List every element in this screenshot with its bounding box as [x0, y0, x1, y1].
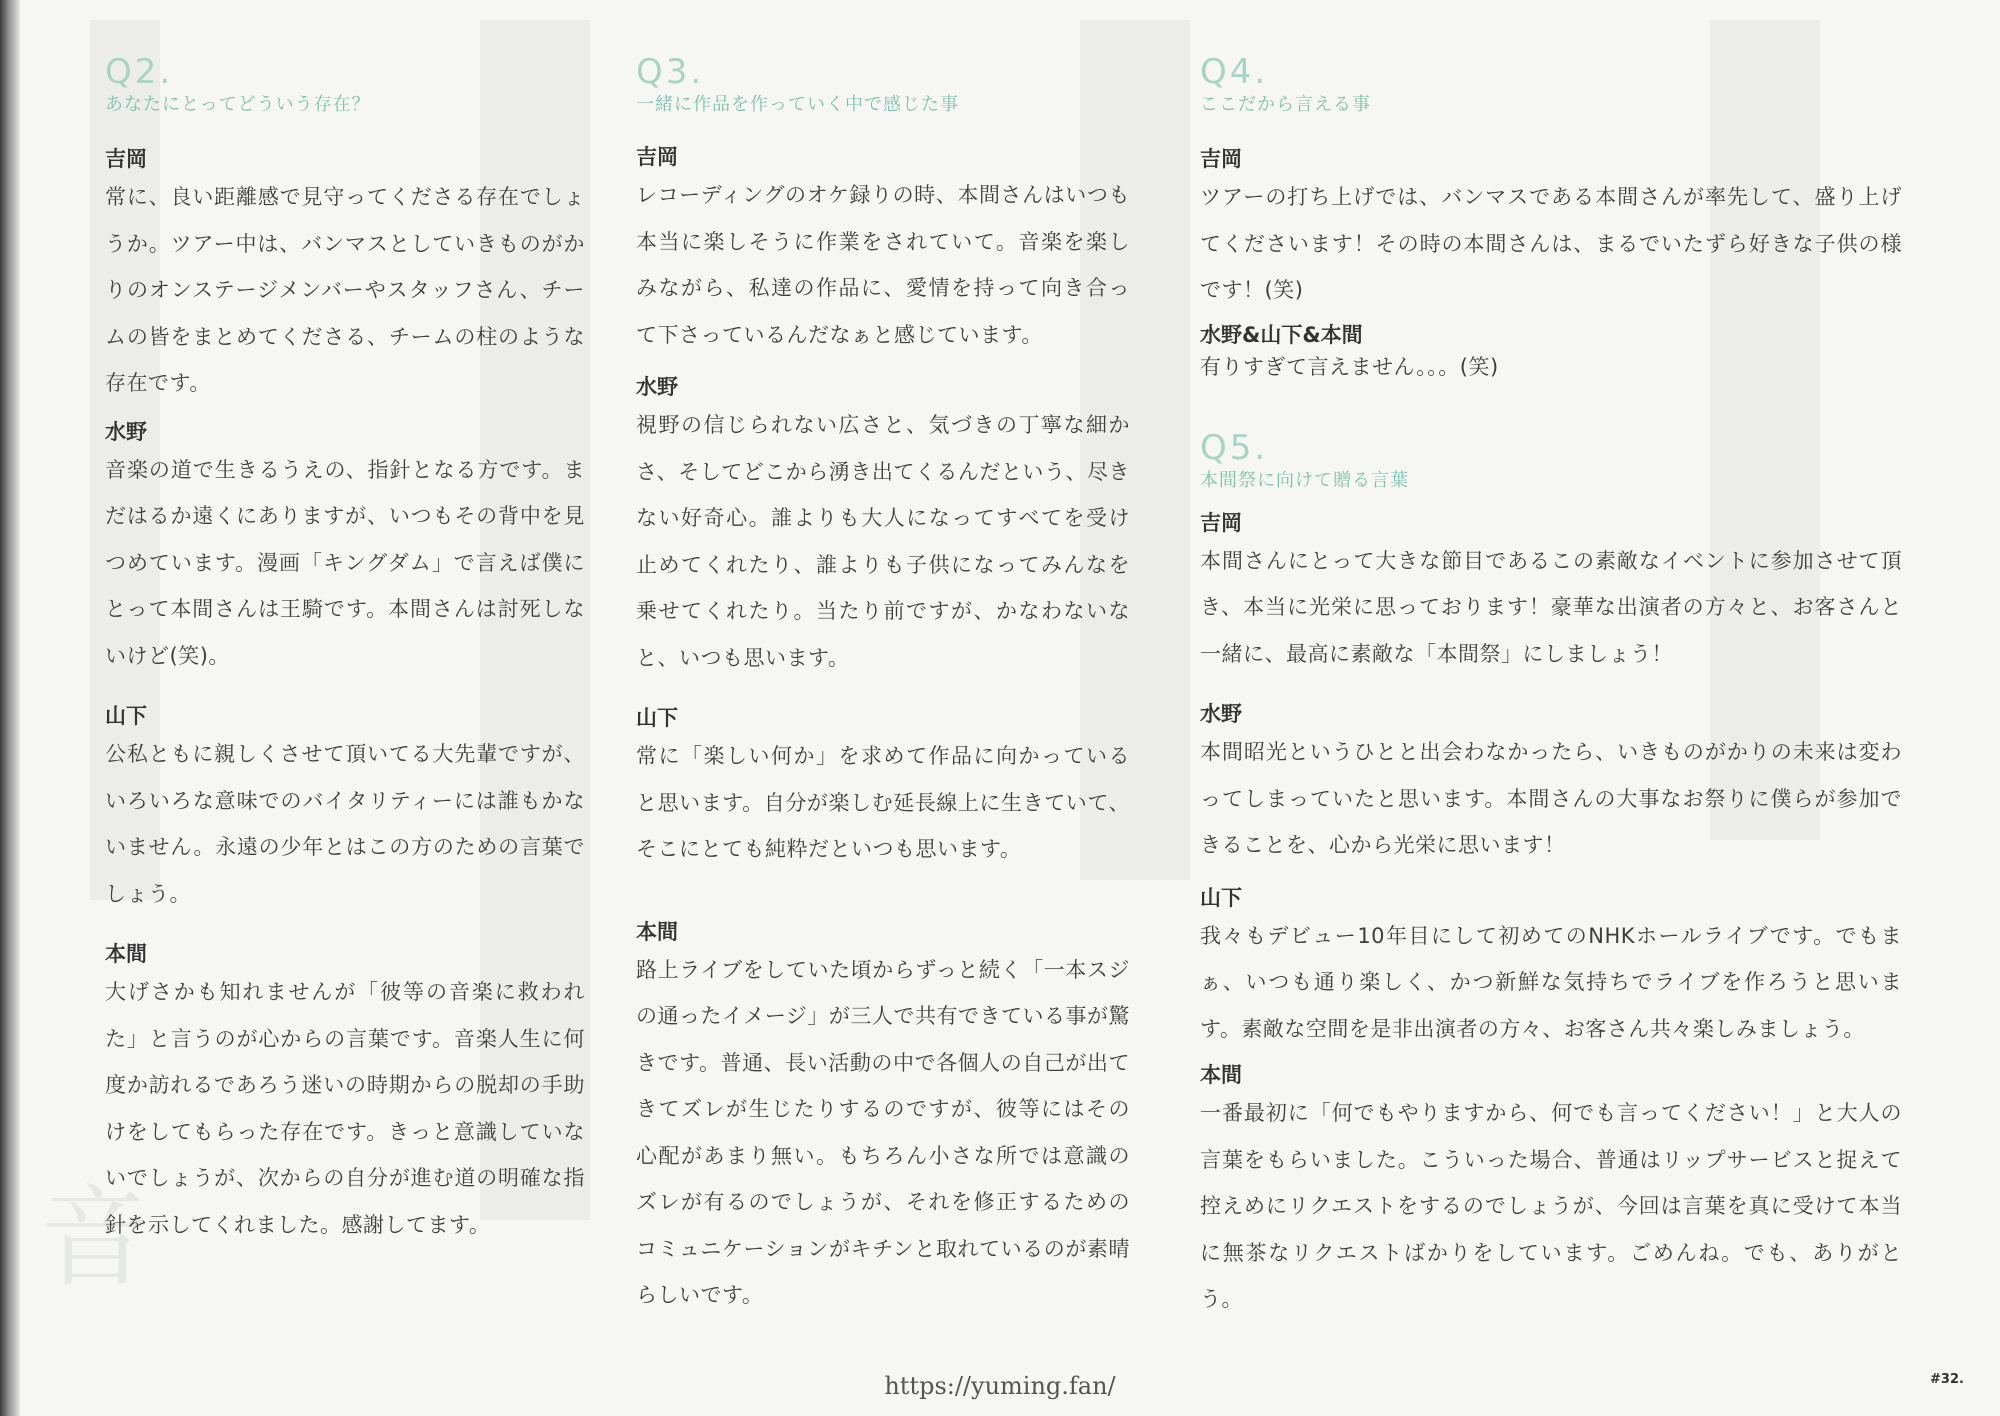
answer-text: ツアーの打ち上げでは、バンマスである本間さんが率先して、盛り上げてくださいます！その時の本間さんは、まるでいたずら好きな子供の様です！(笑) — [1200, 185, 1902, 302]
speaker-name: 吉岡 — [1200, 147, 1242, 171]
answer-text: 有りすぎて言えません。。。(笑) — [1200, 354, 1499, 379]
speaker-name: 水野&山下&本間 — [1200, 322, 1363, 347]
speaker-name: 本間 — [1200, 1063, 1242, 1087]
answer-mizuno-yamashita-honma — [1200, 320, 1902, 384]
answer-mizuno — [1200, 699, 1902, 869]
question-title: あなたにとってどういう存在？ — [105, 94, 371, 115]
answer-text: 大げさかも知れませんが「彼等の音楽に救われた」と言うのが心からの言葉です。音楽人生に何度か訪れるであろう迷いの時期からの脱却の手助けをしてもらった存在です。きっと意識していないでしょうが、次からの自分が進む道の明確な指針を示してくれました。感謝してます。 — [105, 980, 585, 1237]
answer-yoshioka — [1200, 508, 1902, 678]
question-number: Q2. — [105, 52, 174, 92]
answer-yoshioka — [1200, 144, 1902, 314]
question-block-q3 — [636, 52, 1130, 1319]
answer-honma — [105, 939, 585, 1248]
speaker-name: 山下 — [636, 706, 678, 730]
speaker-name: 山下 — [105, 704, 147, 728]
column-2 — [636, 52, 1130, 1319]
answer-text: レコーディングのオケ録りの時、本間さんはいつも本当に楽しそうに作業をされていて。音楽を楽しみながら、私達の作品に、愛情を持って向き合って下さっているんだなぁと感じています。 — [636, 183, 1130, 347]
watermark-url: https://yuming.fan/ — [884, 1372, 1116, 1400]
speaker-name: 水野 — [105, 419, 147, 444]
answer-yamashita — [636, 703, 1130, 873]
speaker-name: 本間 — [636, 919, 678, 944]
speaker-name: 山下 — [1200, 885, 1242, 910]
column-1 — [105, 52, 585, 1248]
answer-yamashita — [105, 701, 585, 917]
answer-yoshioka — [105, 144, 585, 407]
answer-text: 公私ともに親しくさせて頂いてる大先輩ですが、いろいろな意味でのバイタリティーには誰もかないません。永遠の少年とはこの方のための言葉でしょう。 — [105, 742, 585, 906]
question-number: Q4. — [1200, 52, 1269, 92]
page-number: #32. — [1930, 1372, 1964, 1387]
answer-text: 音楽の道で生きるうえの、指針となる方です。まだはるか遠くにありますが、いつもその背中を見つめています。漫画「キングダム」で言えば僕にとって本間さんは王騎です。本間さんは討死しないけど(笑)。 — [105, 457, 585, 668]
answer-text: 本間昭光というひとと出会わなかったら、いきものがかりの未来は変わってしまっていたと思います。本間さんの大事なお祭りに僕らが参加できることを、心から光栄に思います！ — [1200, 740, 1902, 857]
speaker-name: 吉岡 — [105, 147, 147, 171]
question-title: 一緒に作品を作っていく中で感じた事 — [636, 94, 959, 115]
column-3 — [1200, 52, 1902, 1323]
question-block-q4 — [1200, 52, 1902, 384]
answer-text: 常に「楽しい何か」を求めて作品に向かっていると思います。自分が楽しむ延長線上に生きていて、そこにとても純粋だといつも思います。 — [636, 744, 1130, 861]
question-number: Q3. — [636, 52, 705, 92]
speaker-name: 水野 — [1200, 702, 1242, 726]
question-title: ここだから言える事 — [1200, 94, 1371, 115]
answer-text: 一番最初に「何でもやりますから、何でも言ってください！」と大人の言葉をもらいました。こういった場合、普通はリップサービスと捉えて控えめにリクエストをするのでしょうが、今回は言葉を真に受けて本当に無茶なリクエストばかりをしています。ごめんね。でも、ありがとう。 — [1200, 1101, 1902, 1311]
speaker-name: 本間 — [105, 942, 147, 966]
answer-text: 本間さんにとって大きな節目であるこの素敵なイベントに参加させて頂き、本当に光栄に思っております！豪華な出演者の方々と、お客さんと一緒に、最高に素敵な「本間祭」にしましょう！ — [1200, 548, 1902, 666]
speaker-name: 水野 — [636, 375, 678, 399]
answer-honma — [636, 917, 1130, 1319]
answer-mizuno — [636, 372, 1130, 681]
question-title: 本間祭に向けて贈る言葉 — [1200, 469, 1409, 491]
answer-honma — [1200, 1060, 1902, 1323]
question-number: Q5. — [1200, 427, 1269, 468]
ghost-character: 音 — [40, 1174, 150, 1302]
question-block-q2 — [105, 52, 585, 1248]
speaker-name: 吉岡 — [1200, 510, 1242, 535]
spine-shadow — [0, 0, 20, 1416]
speaker-name: 吉岡 — [636, 145, 678, 169]
answer-yoshioka — [636, 142, 1130, 358]
answer-text: 路上ライブをしていた頃からずっと続く「一本スジの通ったイメージ」が三人で共有できている事が驚きです。普通、長い活動の中で各個人の自己が出てきてズレが生じたりするのですが、彼等にはその心配があまり無い。もちろん小さな所では意識のズレが有るのでしょうが、それを修正するためのコミュニケーションがキチンと取れているのが素晴らしいです。 — [636, 957, 1130, 1307]
answer-yamashita — [1200, 883, 1902, 1053]
answer-text: 我々もデビュー10年目にして初めてのNHKホールライブです。でもまぁ、いつも通り楽しく、かつ新鮮な気持ちでライブを作ろうと思います。素敵な空間を是非出演者の方々、お客さん共々楽しみましょう。 — [1200, 923, 1902, 1041]
answer-mizuno — [105, 417, 585, 680]
answer-text: 視野の信じられない広さと、気づきの丁寧な細かさ、そしてどこから湧き出てくるんだという、尽きない好奇心。誰よりも大人になってすべてを受け止めてくれたり、誰よりも子供になってみんなを乗せてくれたり。当たり前ですが、かなわないなと、いつも思います。 — [636, 413, 1130, 670]
answer-text: 常に、良い距離感で見守ってくださる存在でしょうか。ツアー中は、バンマスとしていきものがかりのオンステージメンバーやスタッフさん、チームの皆をまとめてくださる、チームの柱のような存在です。 — [105, 185, 585, 395]
question-block-q5 — [1200, 428, 1902, 1323]
